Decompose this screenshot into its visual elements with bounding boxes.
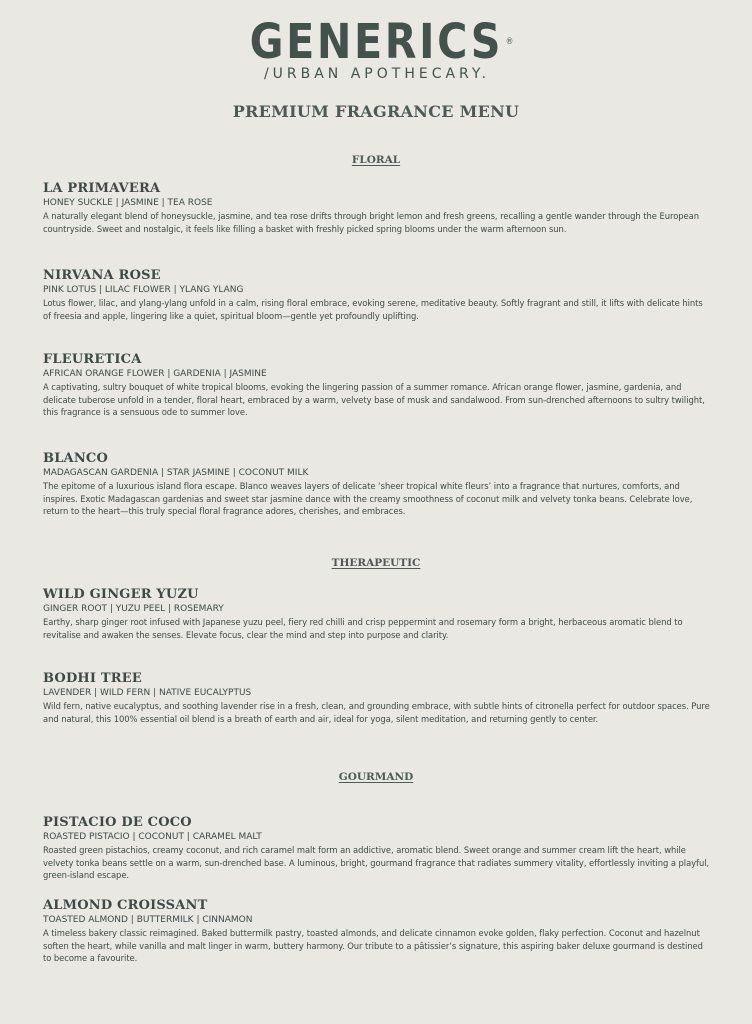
fragrance-item-la-primavera [43, 181, 713, 235]
fragrance-description: The epitome of a luxurious island flora escape. Blanco weaves layers of delicate ‘sheer tropical white fleurs’ into a fragrance that nurtures, comforts, and inspires. Exotic Madagascan gardenias and sweet star jasmine dance with the creamy smoothness of coconut milk and velvety tonka beans. Celebrate love, return to the heart—this truly special floral fragrance adores, cherishes, and embraces. [43, 481, 693, 517]
fragrance-notes: GINGER ROOT | YUZU PEEL | ROSEMARY [43, 604, 224, 614]
fragrance-name: NIRVANA ROSE [43, 268, 161, 283]
registered-mark: ® [505, 37, 514, 47]
section-heading-therapeutic: THERAPEUTIC [331, 557, 421, 569]
fragrance-notes: ROASTED PISTACIO | COCONUT | CARAMEL MALT [43, 832, 262, 842]
fragrance-notes: TOASTED ALMOND | BUTTERMILK | CINNAMON [43, 915, 253, 925]
brand-logo [249, 14, 514, 70]
fragrance-item-wild-ginger-yuzu [43, 587, 713, 641]
brand-name: GENERICS [249, 14, 503, 70]
fragrance-name: BODHI TREE [43, 671, 143, 686]
brand-header [0, 16, 752, 82]
fragrance-name: PISTACIO DE COCO [43, 815, 192, 830]
section-heading-floral: FLORAL [351, 154, 401, 166]
fragrance-name: LA PRIMAVERA [43, 181, 161, 196]
fragrance-item-blanco [43, 451, 713, 518]
fragrance-notes: MADAGASCAN GARDENIA | STAR JASMINE | COCONUT MILK [43, 468, 309, 478]
fragrance-notes: LAVENDER | WILD FERN | NATIVE EUCALYPTUS [43, 688, 252, 698]
brand-tagline: /URBAN APOTHECARY. [263, 66, 491, 82]
fragrance-name: ALMOND CROISSANT [43, 898, 208, 913]
section-heading-gourmand: GOURMAND [338, 771, 414, 783]
fragrance-item-bodhi-tree [43, 671, 713, 725]
fragrance-description: Wild fern, native eucalyptus, and soothing lavender rise in a fresh, clean, and grounding embrace, with subtle hints of citronella perfect for outdoor spaces. Pure and natural, this 100% essential oil blend is a breath of earth and air, ideal for yoga, silent meditation, and returning gently to center. [43, 701, 710, 724]
fragrance-item-almond-croissant [43, 898, 713, 965]
fragrance-description: Earthy, sharp ginger root infused with Japanese yuzu peel, fiery red chilli and crisp peppermint and rosemary form a bright, herbaceous aromatic blend to revitalise and awaken the senses. Elevate focus, clear the mind and step into purpose and clarity. [43, 617, 683, 640]
fragrance-notes: AFRICAN ORANGE FLOWER | GARDENIA | JASMINE [43, 369, 267, 379]
fragrance-item-nirvana-rose [43, 268, 713, 322]
fragrance-description: A naturally elegant blend of honeysuckle, jasmine, and tea rose drifts through bright lemon and fresh greens, recalling a gentle wander through the European countryside. Sweet and nostalgic, it feels like filling a basket with freshly picked spring blooms under the warm afternoon sun. [43, 211, 699, 234]
fragrance-name: BLANCO [43, 451, 108, 466]
fragrance-name: WILD GINGER YUZU [43, 587, 199, 602]
fragrance-notes: PINK LOTUS | LILAC FLOWER | YLANG YLANG [43, 285, 244, 295]
fragrance-notes: HONEY SUCKLE | JASMINE | TEA ROSE [43, 198, 213, 208]
fragrance-description: Lotus flower, lilac, and ylang-ylang unfold in a calm, rising floral embrace, evoking serene, meditative beauty. Softly fragrant and still, it lifts with delicate hints of freesia and apple, lingering like a quiet, spiritual bloom—gentle yet profoundly uplifting. [43, 298, 703, 321]
page-title: PREMIUM FRAGRANCE MENU [232, 102, 520, 121]
fragrance-name: FLEURETICA [43, 352, 142, 367]
fragrance-item-fleuretica [43, 352, 713, 419]
fragrance-description: A timeless bakery classic reimagined. Baked buttermilk pastry, toasted almonds, and delicate cinnamon evoke golden, flaky perfection. Coconut and hazelnut soften the heart, while vanilla and malt linger in warm, buttery harmony. Our tribute to a pâtissier’s signature, this aspiring baker deluxe gourmand is destined to become a favourite. [43, 928, 703, 964]
fragrance-item-pistacio-de-coco [43, 815, 713, 882]
fragrance-description: A captivating, sultry bouquet of white tropical blooms, evoking the lingering passion of a summer romance. African orange flower, jasmine, gardenia, and delicate tuberose unfold in a tender, floral heart, embraced by a warm, velvety base of musk and sandalwood. From sun-drenched afternoons to sultry twilight, this fragrance is a sensuous ode to summer love. [43, 382, 705, 418]
fragrance-description: Roasted green pistachios, creamy coconut, and rich caramel malt form an addictive, aromatic blend. Sweet orange and summer cream lift the heart, while velvety tonka beans settle on a warm, sun-drenched base. A luminous, bright, gourmand fragrance that radiates summery vitality, effortlessly inviting a playful, green-island escape. [43, 845, 710, 881]
